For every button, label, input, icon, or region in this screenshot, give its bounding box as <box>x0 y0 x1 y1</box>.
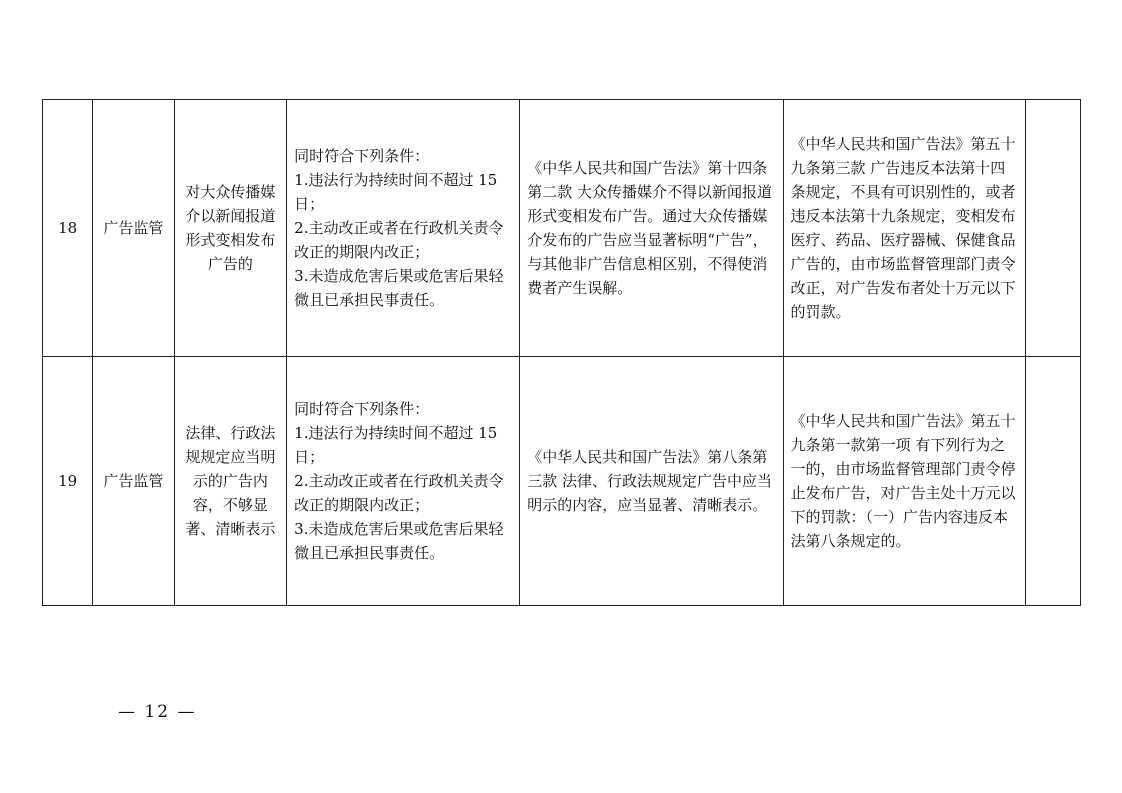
penalty-basis-cell <box>783 100 1025 357</box>
conditions-list <box>287 144 519 312</box>
page-number: — 12 — <box>118 702 197 722</box>
condition-line: 同时符合下列条件： <box>294 400 430 418</box>
legal-basis-cell <box>520 100 783 357</box>
row-number: 19 <box>58 472 78 490</box>
condition-line: 3.未造成危害后果或危害后果轻微且已承担民事责任。 <box>294 267 504 309</box>
condition-line: 1.违法行为持续时间不超过 15 日； <box>294 171 498 213</box>
condition-line: 1.违法行为持续时间不超过 15 日； <box>294 424 498 466</box>
condition-line: 3.未造成危害后果或危害后果轻微且已承担民事责任。 <box>294 520 504 562</box>
violation-item-cell <box>174 100 287 357</box>
category-cell <box>93 100 174 357</box>
penalty-basis-cell <box>783 357 1025 606</box>
violation-item-text: 对大众传播媒介以新闻报道形式变相发布广告的 <box>185 183 276 273</box>
row-number: 18 <box>58 219 78 237</box>
category-text: 广告监管 <box>103 472 164 490</box>
legal-basis-text: 《中华人民共和国广告法》第十四条第二款 大众传播媒介不得以新闻报道形式变相发布广告。通过大众传播媒介发布的广告应当显著标明“广告”，与其他非广告信息相区别，不得使消费者产生误解。 <box>527 159 773 297</box>
condition-line: 同时符合下列条件： <box>294 147 430 165</box>
table-row <box>43 357 1081 606</box>
table-row <box>43 100 1081 357</box>
violation-item-text: 法律、行政法规规定应当明示的广告内容，不够显著、清晰表示 <box>185 424 276 538</box>
category-cell <box>93 357 174 606</box>
remarks-cell <box>1025 357 1080 606</box>
conditions-cell <box>287 357 520 606</box>
violation-item-cell <box>174 357 287 606</box>
conditions-cell <box>287 100 520 357</box>
row-number-cell <box>43 100 93 357</box>
row-number-cell <box>43 357 93 606</box>
legal-basis-cell <box>520 357 783 606</box>
legal-basis-text: 《中华人民共和国广告法》第八条第三款 法律、行政法规规定广告中应当明示的内容，应当显著、清晰表示。 <box>527 448 773 514</box>
conditions-list <box>287 397 519 565</box>
penalty-basis-text: 《中华人民共和国广告法》第五十九条第三款 广告违反本法第十四条规定，不具有可识别性的，或者违反本法第十九条规定，变相发布医疗、药品、医疗器械、保健食品广告的，由市场监督管理部门责令改正，对广告发布者处十万元以下的罚款。 <box>790 135 1016 321</box>
penalty-rules-table <box>42 99 1081 606</box>
condition-line: 2.主动改正或者在行政机关责令改正的期限内改正； <box>294 219 504 261</box>
remarks-cell <box>1025 100 1080 357</box>
condition-line: 2.主动改正或者在行政机关责令改正的期限内改正； <box>294 472 504 514</box>
category-text: 广告监管 <box>103 219 164 237</box>
penalty-basis-text: 《中华人民共和国广告法》第五十九条第一款第一项 有下列行为之一的，由市场监督管理部门责令停止发布广告，对广告主处十万元以下的罚款：（一）广告内容违反本法第八条规定的。 <box>790 412 1016 550</box>
